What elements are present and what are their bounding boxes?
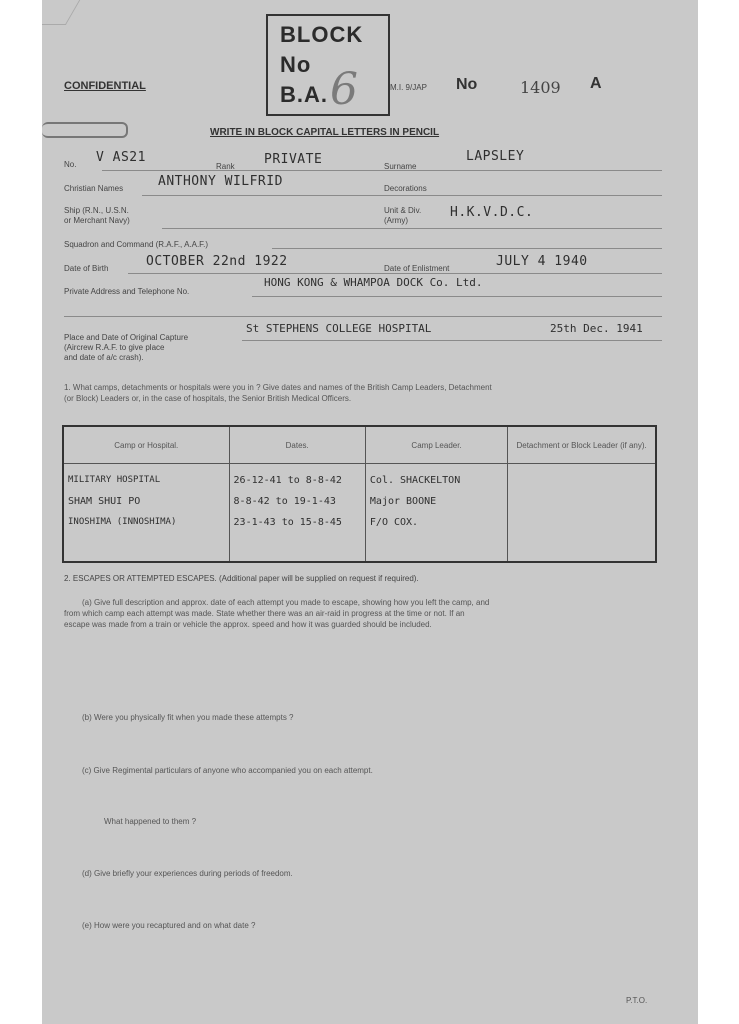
- question-2c-cont: What happened to them ?: [104, 817, 197, 826]
- ship-label: Ship (R.N., U.S.N.: [64, 206, 129, 215]
- date-of-birth-label: Date of Birth: [64, 264, 109, 273]
- unit-label-2: (Army): [384, 216, 408, 225]
- form-number: 1409: [520, 78, 561, 97]
- camp-name: MILITARY HOSPITAL: [68, 475, 161, 485]
- question-1: 1. What camps, detachments or hospitals were you in ? Give dates and names of the British Camp Leaders, Detachment: [64, 383, 492, 392]
- paper-fold: [42, 0, 80, 25]
- row-line: [272, 248, 662, 249]
- row-line: [162, 228, 662, 229]
- question-2a-cont: from which camp each attempt was made. State whether there was an air-raid in progress at the time or not. If an: [64, 609, 465, 618]
- capture-place: St STEPHENS COLLEGE HOSPITAL: [246, 322, 432, 335]
- question-2a: (a) Give full description and approx. date of each attempt you made to escape, showing how you left the camp, and: [82, 598, 490, 607]
- capture-label: Place and Date of Original Capture: [64, 333, 189, 342]
- question-2-title: 2. ESCAPES OR ATTEMPTED ESCAPES. (Additional paper will be supplied on request if required).: [64, 574, 419, 583]
- row-line: [128, 273, 662, 274]
- confidential-label: CONFIDENTIAL: [64, 80, 146, 92]
- row-line: [64, 316, 662, 317]
- question-2b: (b) Were you physically fit when you made these attempts ?: [82, 713, 294, 722]
- stamp-line-3: B.A.: [280, 82, 328, 107]
- squadron-label: Squadron and Command (R.A.F., A.A.F.): [64, 240, 209, 249]
- header-camp-leader: Camp Leader.: [365, 426, 507, 464]
- capture-label-3: and date of a/c crash).: [64, 353, 144, 362]
- surname-value: LAPSLEY: [466, 149, 525, 164]
- form-code: M.I. 9/JAP: [390, 83, 427, 92]
- header-dates: Dates.: [229, 426, 365, 464]
- stamp-line-1: BLOCK: [280, 22, 364, 47]
- camps-table: [62, 425, 657, 563]
- rank-value: PRIVATE: [264, 152, 323, 167]
- detachment-column: [508, 464, 656, 563]
- christian-names-value: ANTHONY WILFRID: [158, 174, 283, 189]
- question-1-cont: (or Block) Leaders or, in the case of hospitals, the Senior British Medical Officers.: [64, 394, 352, 403]
- question-2e: (e) How were you recaptured and on what date ?: [82, 921, 256, 930]
- unit-value: H.K.V.D.C.: [450, 205, 534, 220]
- camp-name: INOSHIMA (INNOSHIMA): [68, 517, 177, 527]
- unit-label: Unit & Div.: [384, 206, 422, 215]
- stamp-line-2: No: [280, 52, 312, 77]
- service-number: V AS21: [96, 150, 146, 165]
- camp-dates: 26-12-41 to 8-8-42: [233, 475, 342, 486]
- header-detachment: Detachment or Block Leader (if any).: [508, 426, 656, 464]
- enlistment-value: JULY 4 1940: [496, 254, 588, 269]
- paper-clip-mark: [42, 122, 128, 138]
- question-2d: (d) Give briefly your experiences during periods of freedom.: [82, 869, 293, 878]
- address-label: Private Address and Telephone No.: [64, 287, 190, 296]
- row-line: [142, 195, 662, 196]
- decorations-label: Decorations: [384, 184, 427, 193]
- question-2a-cont: escape was made from a train or vehicle the approx. speed and how it was guarded should be included.: [64, 620, 432, 629]
- camp-leader: F/O COX.: [369, 517, 419, 528]
- number-label: No: [456, 76, 478, 93]
- form-page: [42, 0, 698, 1024]
- row-line: [242, 340, 662, 341]
- surname-label: Surname: [384, 162, 417, 171]
- stamp-number: 6: [330, 64, 358, 115]
- enlistment-label: Date of Enlistment: [384, 264, 450, 273]
- no-label: No.: [64, 160, 77, 169]
- camp-leader: Col. SHACKELTON: [369, 475, 461, 486]
- address-value: HONG KONG & WHAMPOA DOCK Co. Ltd.: [264, 276, 483, 289]
- capture-label-2: (Aircrew R.A.F. to give place: [64, 343, 165, 352]
- detachment-leader: [512, 470, 651, 491]
- question-2c: (c) Give Regimental particulars of anyone who accompanied you on each attempt.: [82, 766, 373, 775]
- block-stamp: [266, 14, 390, 116]
- row-line: [252, 296, 662, 297]
- date-of-birth-value: OCTOBER 22nd 1922: [146, 254, 288, 269]
- row-line: [102, 170, 662, 171]
- camp-dates: 8-8-42 to 19-1-43: [233, 496, 336, 507]
- camp-dates: 23-1-43 to 15-8-45: [233, 517, 342, 528]
- form-suffix: A: [590, 75, 602, 92]
- header-camp: Camp or Hospital.: [63, 426, 229, 464]
- camp-leader: Major BOONE: [369, 496, 437, 507]
- rank-label: Rank: [216, 162, 235, 171]
- camp-column: [63, 464, 229, 563]
- dates-column: [229, 464, 365, 563]
- camp-name: SHAM SHUI PO: [68, 496, 141, 507]
- leader-column: [365, 464, 507, 563]
- block-capitals-instruction: WRITE IN BLOCK CAPITAL LETTERS IN PENCIL: [210, 127, 440, 138]
- christian-names-label: Christian Names: [64, 184, 124, 193]
- table-row: [63, 464, 656, 563]
- pto-label: P.T.O.: [626, 996, 648, 1005]
- capture-date: 25th Dec. 1941: [550, 322, 643, 335]
- ship-label-2: or Merchant Navy): [64, 216, 130, 225]
